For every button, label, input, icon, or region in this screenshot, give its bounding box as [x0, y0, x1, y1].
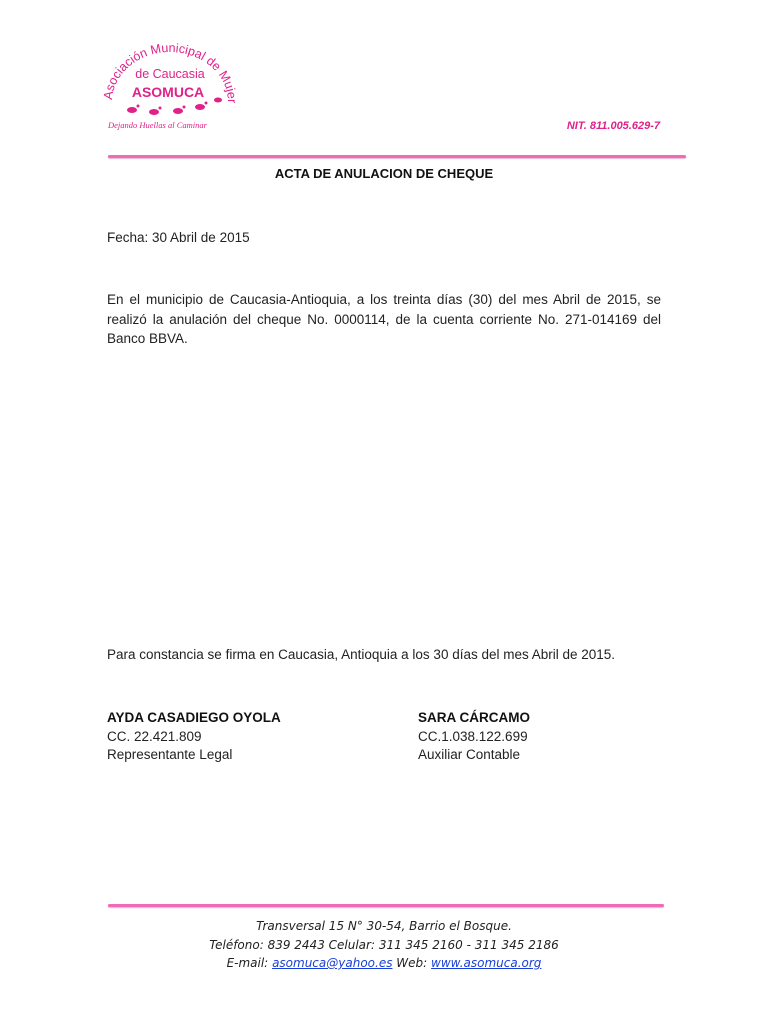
web-link[interactable]: www.asomuca.org: [431, 956, 542, 970]
signer-id: CC. 22.421.809: [107, 728, 202, 744]
organization-logo: [100, 34, 240, 134]
nit-number: NIT. 811.005.629-7: [566, 120, 660, 132]
closing-statement: Para constancia se firma en Caucasia, Antioquia a los 30 días del mes Abril de 2015.: [107, 647, 616, 662]
header-divider: [108, 155, 686, 158]
signer-role: Representante Legal: [107, 747, 233, 762]
footer-links: [0, 954, 768, 973]
date-line: Fecha: 30 Abril de 2015: [107, 230, 250, 245]
signer-role: Auxiliar Contable: [418, 747, 521, 762]
footprints-icon: [127, 98, 222, 116]
document-title: ACTA DE ANULACION DE CHEQUE: [274, 166, 494, 181]
logo-arc-text: Asociación Municipal de Mujer: [100, 40, 240, 104]
logo-name: ASOMUCA: [131, 84, 205, 100]
footer-phones: Teléfono: 839 2443 Celular: 311 345 2160 - 311 345 2186: [209, 937, 559, 952]
footer-address: Transversal 15 N° 30-54, Barrio el Bosque.: [256, 919, 512, 933]
web-label: Web:: [396, 956, 428, 970]
footer-contact: [0, 917, 768, 973]
body-paragraph: En el municipio de Caucasia-Antioquia, a los treinta días (30) del mes Abril de 2015, se realizó la anulación del cheque No. 0000114, de la cuenta corriente No. 271-014169 del Banco BBVA.: [107, 292, 661, 346]
footer-divider: [108, 904, 664, 907]
signer-id: CC.1.038.122.699: [418, 728, 528, 744]
signature-block-accountant: [418, 709, 530, 765]
signature-block-legal-rep: [107, 709, 281, 765]
email-link[interactable]: asomuca@yahoo.es: [272, 956, 393, 970]
email-label: E-mail:: [226, 956, 269, 970]
signer-name: AYDA CASADIEGO OYOLA: [107, 710, 281, 725]
signer-name: SARA CÁRCAMO: [418, 710, 530, 725]
logo-subtitle: de Caucasia: [135, 67, 205, 81]
logo-tagline: Dejando Huellas al Caminar: [108, 120, 207, 130]
